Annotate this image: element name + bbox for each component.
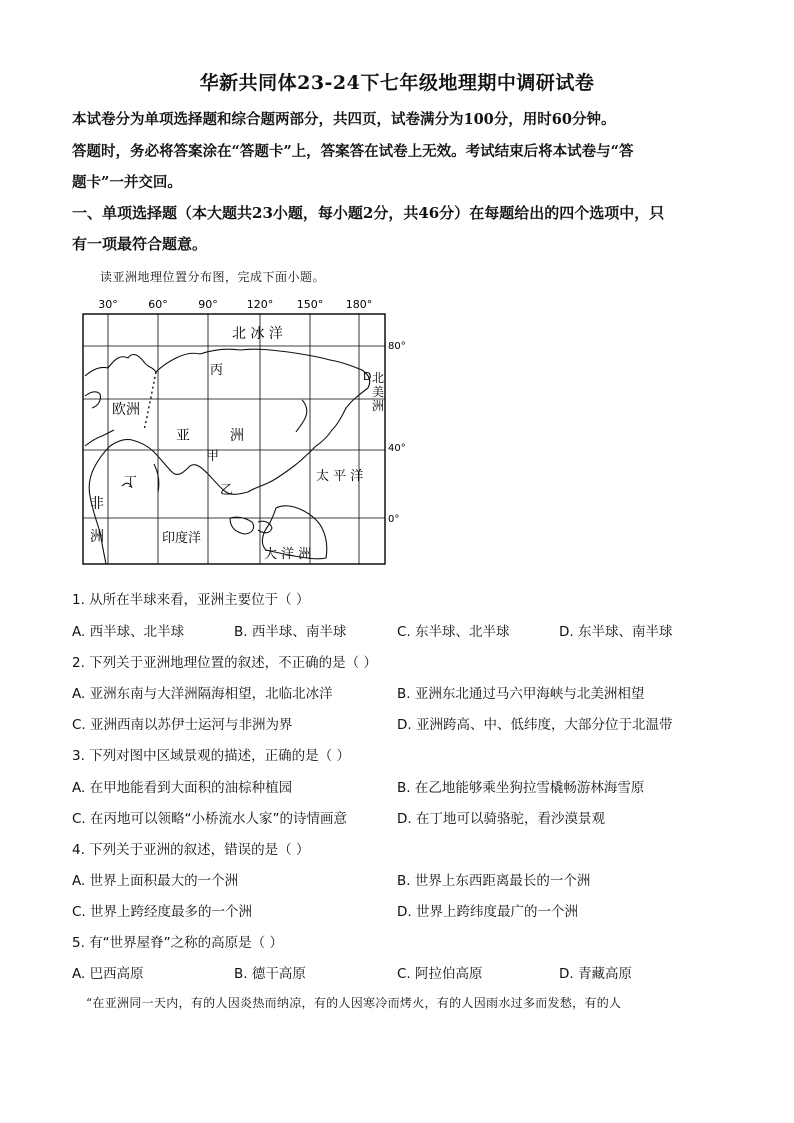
q2-option-c[interactable]: C. 亚洲西南以苏伊士运河与非洲为界 [72, 717, 293, 733]
q3-option-a[interactable]: A. 在甲地能看到大面积的油棕种植园 [72, 780, 293, 796]
label-north-america: 洲 [372, 399, 385, 413]
label-oceania: 大 洋 洲 [264, 547, 312, 562]
q5-option-d[interactable]: D. 青藏高原 [559, 966, 632, 982]
lon-label: 150° [296, 298, 324, 311]
q1-option-d[interactable]: D. 东半球、南半球 [559, 624, 673, 640]
lon-label: 120° [246, 298, 274, 311]
q1-option-c[interactable]: C. 东半球、北半球 [397, 624, 510, 640]
map-lead-text: 读亚洲地理位置分布图，完成下面小题。 [100, 270, 326, 284]
q3-option-b[interactable]: B. 在乙地能够乘坐狗拉雪橇畅游林海雪原 [397, 780, 645, 796]
section-heading-line-2: 有一项最符合题意。 [72, 235, 208, 253]
q4-option-c[interactable]: C. 世界上跨经度最多的一个洲 [72, 904, 253, 920]
q4-option-b[interactable]: B. 世界上东西距离最长的一个洲 [397, 873, 591, 889]
question-3-stem: 3. 下列对图中区域景观的描述，正确的是（ ） [72, 748, 350, 764]
label-north-america: 北 [372, 371, 385, 385]
q4-option-a[interactable]: A. 世界上面积最大的一个洲 [72, 873, 239, 889]
label-europe: 欧洲 [112, 402, 140, 418]
q2-option-d[interactable]: D. 亚洲跨高、中、低纬度，大部分位于北温带 [397, 717, 673, 733]
label-ding: 丁 [124, 475, 138, 490]
label-asia-zhou: 洲 [230, 428, 244, 444]
q5-option-b[interactable]: B. 德干高原 [234, 966, 306, 982]
label-africa-zhou: 洲 [90, 529, 104, 545]
label-indian-ocean: 印度洋 [162, 531, 202, 546]
q5-option-c[interactable]: C. 阿拉伯高原 [397, 966, 483, 982]
intro-line-3: 题卡”一并交回。 [72, 174, 182, 191]
label-bing: 丙 [210, 363, 224, 378]
q2-option-a[interactable]: A. 亚洲东南与大洋洲隔海相望，北临北冰洋 [72, 686, 333, 702]
q3-option-c[interactable]: C. 在丙地可以领略“小桥流水人家”的诗情画意 [72, 811, 347, 827]
lon-label: 30° [98, 298, 118, 311]
question-2-stem: 2. 下列关于亚洲地理位置的叙述，不正确的是（ ） [72, 655, 377, 671]
lon-label: 180° [345, 298, 373, 311]
q5-option-a[interactable]: A. 巴西高原 [72, 966, 144, 982]
reading-passage: “在亚洲同一天内，有的人因炎热而纳凉，有的人因寒冷而烤火，有的人因雨水过多而发愁，有的人 [86, 996, 622, 1010]
label-yi: 乙 [220, 483, 234, 498]
label-d: D [363, 370, 372, 383]
intro-line-1: 本试卷分为单项选择题和综合题两部分，共四页，试卷满分为100分，用时60分钟。 [72, 111, 616, 128]
label-pacific-ocean: 太 平 洋 [316, 469, 364, 484]
q2-option-b[interactable]: B. 亚洲东北通过马六甲海峡与北美洲相望 [397, 686, 645, 702]
label-north-america: 美 [372, 385, 385, 399]
question-4-stem: 4. 下列关于亚洲的叙述，错误的是（ ） [72, 842, 310, 858]
label-asia-ya: 亚 [176, 428, 190, 444]
label-jia: 甲 [206, 449, 220, 464]
intro-line-2: 答题时，务必将答案涂在“答题卡”上，答案答在试卷上无效。考试结束后将本试卷与“答 [72, 143, 634, 160]
question-5-stem: 5. 有“世界屋脊”之称的高原是（ ） [72, 935, 283, 951]
lon-label: 60° [148, 298, 168, 311]
section-heading-line-1: 一、单项选择题（本大题共23小题，每小题2分，共46分）在每题给出的四个选项中，只 [72, 204, 665, 222]
q1-option-a[interactable]: A. 西半球、北半球 [72, 624, 185, 640]
lat-label: 40° [388, 443, 406, 454]
label-arctic-ocean: 北 冰 洋 [232, 326, 283, 342]
question-1-stem: 1. 从所在半球来看，亚洲主要位于（ ） [72, 592, 310, 608]
lat-label: 80° [388, 341, 406, 352]
page-title: 华新共同体23-24下七年级地理期中调研试卷 [199, 72, 595, 94]
q1-option-b[interactable]: B. 西半球、南半球 [234, 624, 347, 640]
lat-label: 0° [388, 514, 400, 525]
asia-location-map [80, 296, 410, 568]
label-africa-fei: 非 [90, 496, 104, 512]
q3-option-d[interactable]: D. 在丁地可以骑骆驼，看沙漠景观 [397, 811, 605, 827]
q4-option-d[interactable]: D. 世界上跨纬度最广的一个洲 [397, 904, 578, 920]
lon-label: 90° [198, 298, 218, 311]
